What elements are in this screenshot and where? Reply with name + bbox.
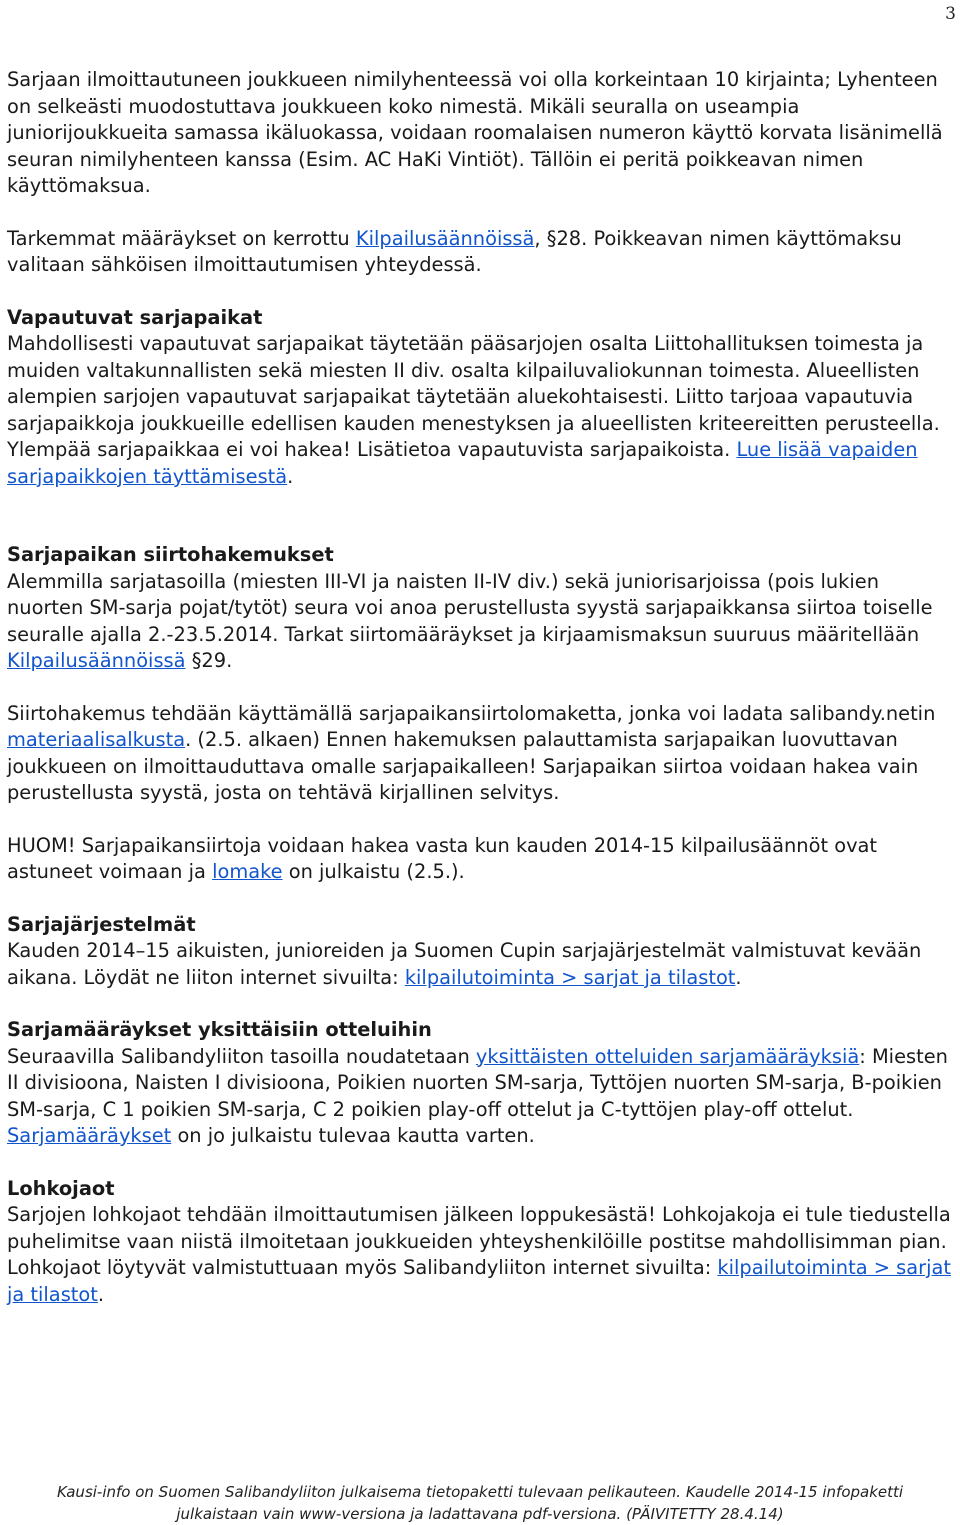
paragraph-text: on jo julkaistu tulevaa kautta varten. — [171, 1124, 535, 1147]
footer-line: julkaistaan vain www-versiona ja ladattavana pdf-versiona. (PÄIVITETTY 28.4.14) — [176, 1505, 784, 1523]
section-heading: Lohkojaot — [7, 1176, 115, 1200]
paragraph-team-abbreviation — [7, 67, 957, 200]
section-heading: Vapautuvat sarjapaikat — [7, 305, 263, 329]
section-lohkojaot — [7, 1176, 957, 1309]
single-match-rules-link[interactable]: yksittäisten otteluiden sarjamääräyksiä — [475, 1044, 860, 1068]
page-footer — [0, 1481, 960, 1525]
section-sarjajarjestelmat — [7, 912, 957, 992]
paragraph-text: . — [97, 1282, 105, 1306]
paragraph-text: Sarjojen lohkojaot tehdään ilmoittautumisen jälkeen loppukesästä! Lohkojakoja ei tule tiedustella puhelimitse vaan niistä ilmoitetaan joukkueiden yhteyshenkilöille postitse mahdollisimman pian. Lohkojaot löytyvät valmistuttuaan myös Salibandyliiton internet sivuilta: — [7, 1203, 951, 1279]
paragraph-text: Mahdollisesti vapautuvat sarjapaikat täytetään pääsarjojen osalta Liittohallituksen toimesta ja muiden valtakunnallisten sekä miesten II div. osalta kilpailuvaliokunnan toimesta. Alueellisten alempien sarjojen vapautuvat sarjapaikat täytetään aluekohtaisesti. Liitto tarjoaa vapautuvia sarjapaikkoja joukkueille edellisen kauden menestyksen ja alueellisten kriteereitten perusteella. Ylempää sarjapaikkaa ei voi hakea! Lisätietoa vapautuvista sarjapaikoista. — [7, 332, 940, 461]
kilpailusaannot-link[interactable]: Kilpailusäännöissä — [355, 226, 535, 250]
footer-line: Kausi-info on Suomen Salibandyliiton julkaisema tietopaketti tulevaan pelikauteen. Kaudelle 2014-15 infopaketti — [56, 1483, 904, 1501]
section-vapautuvat-sarjapaikat — [7, 305, 957, 491]
read-more-vacant-places-link[interactable]: Lue lisää vapaiden sarjapaikkojen täyttämisestä — [7, 438, 918, 488]
paragraph-huom — [7, 833, 957, 886]
paragraph-detailed-rules — [7, 226, 957, 279]
paragraph-text: , §28. Poikkeavan nimen käyttömaksu valitaan sähköisen ilmoittautumisen yhteydessä. — [7, 226, 902, 276]
paragraph-text: Siirtohakemus tehdään käyttämällä sarjapaikansiirtolomaketta, jonka voi ladata salibandy.netin — [7, 701, 936, 725]
section-siirtohakemukset — [7, 542, 957, 675]
sarjat-ja-tilastot-link[interactable]: kilpailutoiminta > sarjat ja tilastot — [404, 965, 736, 989]
page-number: 3 — [945, 4, 956, 24]
kilpailusaannot-link[interactable]: Kilpailusäännöissä — [7, 649, 186, 672]
paragraph-text: . — [287, 464, 294, 488]
paragraph-text: . — [735, 965, 742, 989]
paragraph-text: on julkaistu (2.5.). — [282, 860, 465, 883]
paragraph-transfer-application — [7, 701, 957, 807]
section-heading: Sarjamääräykset yksittäisiin otteluihin — [7, 1018, 432, 1041]
paragraph-text: HUOM! Sarjapaikansiirtoja voidaan hakea vasta kun kauden 2014-15 kilpailusäännöt ovat astuneet voimaan ja — [7, 833, 878, 883]
paragraph-text: : Miesten II divisioona, Naisten I divisioona, Poikien nuorten SM-sarja, Tyttöjen nuorten SM-sarja, B-poikien SM-sarja, C 1 poikien SM-sarja, C 2 poikien play-off ottelut ja C-tyttöjen play-off ottelut. — [7, 1044, 948, 1121]
document-body — [7, 67, 957, 1308]
materiaalisalkku-link[interactable]: materiaalisalkusta — [7, 728, 186, 751]
section-sarjamaaraykset — [7, 1017, 957, 1150]
paragraph-text: Kauden 2014–15 aikuisten, junioreiden ja Suomen Cupin sarjajärjestelmät valmistuvat kevään aikana. Löydät ne liiton internet sivuilta: — [7, 939, 922, 989]
paragraph-text: Tarkemmat määräykset on kerrottu — [7, 226, 356, 250]
section-heading: Sarjajärjestelmät — [7, 912, 196, 936]
paragraph-text: Sarjaan ilmoittautuneen joukkueen nimilyhenteessä voi olla korkeintaan 10 kirjainta; Lyhenteen on selkeästi muodostuttava joukkueen koko nimestä. Mikäli seuralla on useampia juniorijoukkueita samassa ikäluokassa, voidaan roomalaisen numeron käyttö korvata lisänimellä seuran nimilyhenteen kanssa (Esim. AC HaKi Vintiöt). Tällöin ei peritä poikkeavan nimen käyttömaksua. — [7, 68, 943, 197]
paragraph-text: Seuraavilla Salibandyliiton tasoilla noudatetaan — [7, 1044, 476, 1068]
paragraph-text: §29. — [185, 649, 233, 672]
lomake-link[interactable]: lomake — [212, 860, 283, 883]
sarjat-ja-tilastot-link[interactable]: kilpailutoiminta > sarjat ja tilastot — [7, 1256, 951, 1306]
section-heading: Sarjapaikan siirtohakemukset — [7, 543, 334, 566]
paragraph-text: . (2.5. alkaen) Ennen hakemuksen palauttamista sarjapaikan luovuttavan joukkueen on ilmoittauduttava omalle sarjapaikalleen! Sarjapaikan siirtoa voidaan hakea vain perustellusta syystä, josta on tehtävä kirjallinen selvitys. — [7, 728, 919, 804]
paragraph-text: Alemmilla sarjatasoilla (miesten III-VI ja naisten II-IV div.) sekä juniorisarjoissa (pois lukien nuorten SM-sarja pojat/tytöt) seura voi anoa perustellusta syystä sarjapaikkansa siirtoa toiselle seuralle ajalla 2.-23.5.2014. Tarkat siirtomääräykset ja kirjaamismaksun suuruus määritellään — [7, 569, 933, 646]
sarjamaaraykset-link[interactable]: Sarjamääräykset — [7, 1124, 172, 1147]
